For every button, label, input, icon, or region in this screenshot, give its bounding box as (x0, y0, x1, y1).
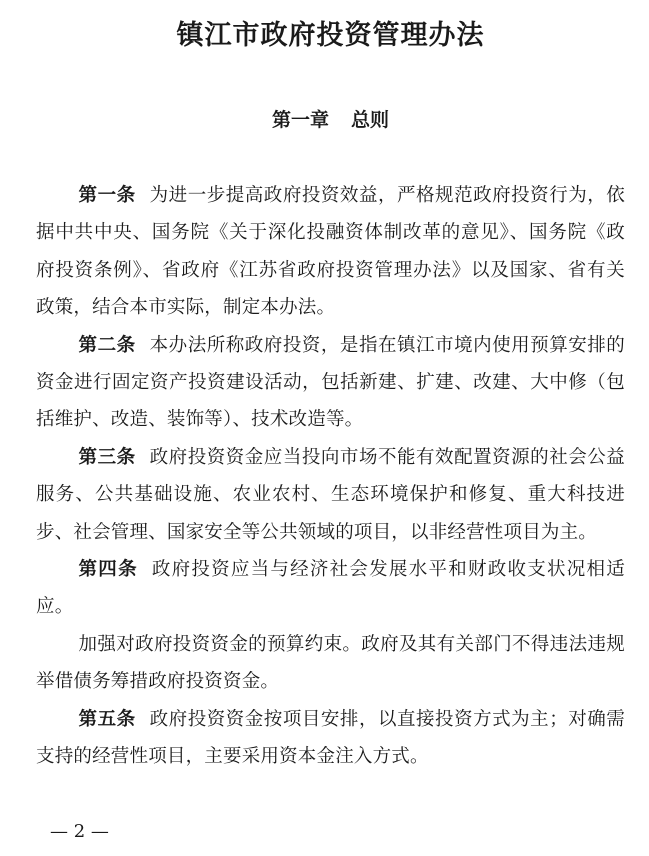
article-paragraph (36, 177, 625, 327)
article-paragraph (36, 701, 625, 776)
article-label: 第二条 (78, 334, 136, 356)
article-label: 第一条 (78, 185, 136, 206)
chapter-number: 第一章 (271, 109, 329, 131)
page-number: — 2 — (50, 821, 109, 842)
article-paragraph (36, 327, 625, 439)
article-text: 本办法所称政府投资，是指在镇江市境内使用预算安排的资金进行固定资产投资建设活动，包括新建、扩建、改建、大中修（包括维护、改造、装饰等）、技术改造等。 (36, 334, 625, 431)
paragraph-text: 加强对政府投资资金的预算约束。政府及其有关部门不得违法违规举借债务筹措政府投资资金。 (36, 633, 625, 693)
article-label: 第三条 (78, 446, 136, 468)
article-paragraph (36, 439, 625, 551)
article-label: 第五条 (78, 708, 136, 730)
document-title: 镇江市政府投资管理办法 (176, 20, 485, 51)
article-text: 为进一步提高政府投资效益，严格规范政府投资行为，依据中共中央、国务院《关于深化投融资体制改革的意见》、国务院《政府投资条例》、省政府《江苏省政府投资管理办法》以及国家、省有关政策，结合本市实际，制定本办法。 (36, 185, 625, 319)
article-text: 政府投资资金按项目安排，以直接投资方式为主；对确需支持的经营性项目，主要采用资本金注入方式。 (36, 708, 625, 768)
article-label: 第四条 (78, 559, 138, 581)
chapter-heading (36, 106, 625, 134)
chapter-title: 总则 (351, 109, 390, 131)
article-paragraph (36, 551, 625, 626)
plain-paragraph (36, 626, 625, 701)
document-body (36, 177, 625, 776)
article-text: 政府投资资金应当投向市场不能有效配置资源的社会公益服务、公共基础设施、农业农村、生态环境保护和修复、重大科技进步、社会管理、国家安全等公共领域的项目，以非经营性项目为主。 (36, 446, 625, 543)
article-text: 政府投资应当与经济社会发展水平和财政收支状况相适应。 (36, 559, 625, 618)
